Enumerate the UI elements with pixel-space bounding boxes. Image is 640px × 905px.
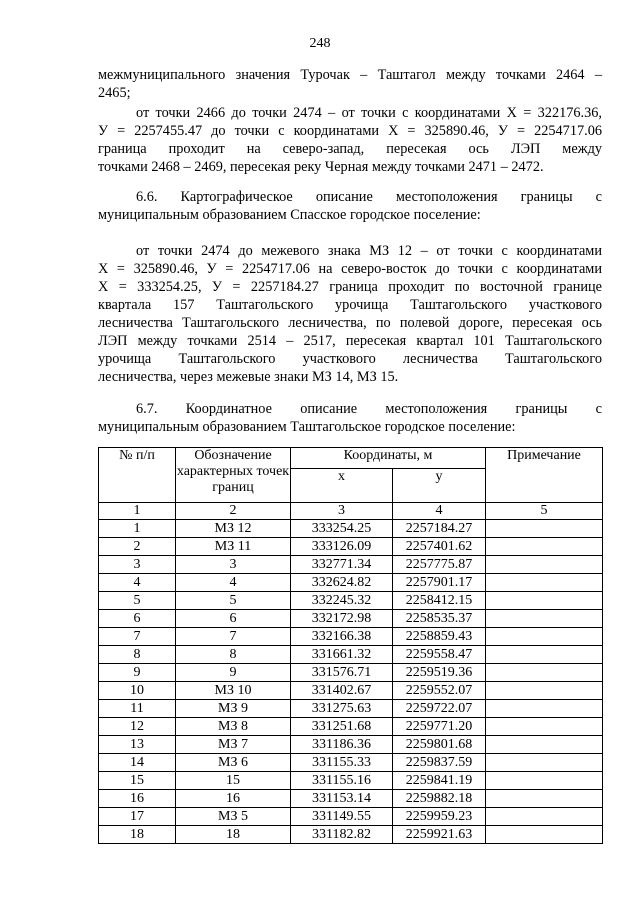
- table-row: [99, 628, 603, 646]
- cell-point: МЗ 7: [176, 736, 291, 754]
- table-row: [99, 682, 603, 700]
- text-line: лесничества Таштагольского лесничества, по полевой дороге, пересекая ось: [98, 315, 602, 331]
- cell-point: 6: [176, 610, 291, 628]
- table-row: [99, 664, 603, 682]
- text-line: ЛЭП между точками 2514 – 2517, пересекая квартал 101 Таштагольского: [98, 333, 602, 349]
- section-heading-6-7: [98, 400, 602, 436]
- header-point-designation: Обозначение характерных точек границ: [176, 448, 291, 503]
- text-line: 6.7. Координатное описание местоположения границы с: [136, 401, 602, 417]
- section-heading-6-6: [98, 188, 602, 224]
- cell-note: [486, 538, 603, 556]
- cell-number: 10: [99, 682, 176, 700]
- cell-y: 2259722.07: [393, 700, 486, 718]
- cell-y: 2259519.36: [393, 664, 486, 682]
- cell-note: [486, 736, 603, 754]
- text-line: от точки 2466 до точки 2474 – от точки с координатами Х = 322176.36,: [136, 105, 602, 121]
- table-row: [99, 574, 603, 592]
- cell-y: 2258859.43: [393, 628, 486, 646]
- cell-number: 5: [99, 592, 176, 610]
- cell-point: 9: [176, 664, 291, 682]
- cell-x: 333126.09: [291, 538, 393, 556]
- cell-x: 331182.82: [291, 826, 393, 844]
- cell-number: 4: [99, 574, 176, 592]
- cell-point: МЗ 11: [176, 538, 291, 556]
- cell-y: 2259837.59: [393, 754, 486, 772]
- cell-y: 2257401.62: [393, 538, 486, 556]
- cell-note: [486, 772, 603, 790]
- cell-number: 15: [99, 772, 176, 790]
- cell-note: [486, 700, 603, 718]
- table-row: [99, 556, 603, 574]
- cell-point: 8: [176, 646, 291, 664]
- paragraph-continuation: [98, 66, 602, 102]
- cell-note: [486, 808, 603, 826]
- header-coordinates: Координаты, м: [291, 448, 486, 469]
- cell-number: 6: [99, 610, 176, 628]
- cell-x: 332771.34: [291, 556, 393, 574]
- cell-x: 331155.33: [291, 754, 393, 772]
- cell-number: 9: [99, 664, 176, 682]
- cell-y: 2259841.19: [393, 772, 486, 790]
- cell-number: 8: [99, 646, 176, 664]
- cell-number: 2: [99, 538, 176, 556]
- table-row: [99, 790, 603, 808]
- table-row: [99, 520, 603, 538]
- header-number: № п/п: [99, 448, 176, 503]
- cell-y: 2259959.23: [393, 808, 486, 826]
- cell-number: 11: [99, 700, 176, 718]
- cell-x: 331186.36: [291, 736, 393, 754]
- cell-y: 2259558.47: [393, 646, 486, 664]
- text-line: лесничества, через межевые знаки МЗ 14, МЗ 15.: [98, 369, 399, 385]
- text-line: 2465;: [98, 85, 131, 101]
- cell-x: 331149.55: [291, 808, 393, 826]
- cell-number: 18: [99, 826, 176, 844]
- cell-point: 15: [176, 772, 291, 790]
- paragraph-segment-2474-mz12: [98, 242, 602, 386]
- text-line: муниципальным образованием Таштагольское городское поселение:: [98, 419, 516, 435]
- cell-x: 331275.63: [291, 700, 393, 718]
- column-number-row: [99, 503, 603, 520]
- header-note: Примечание: [486, 448, 603, 503]
- cell-point: МЗ 5: [176, 808, 291, 826]
- text-line: точками 2468 – 2469, пересекая реку Черная между точками 2471 – 2472.: [98, 159, 544, 175]
- table-row: [99, 826, 603, 844]
- cell-number: 12: [99, 718, 176, 736]
- cell-x: 331155.16: [291, 772, 393, 790]
- cell-point: 7: [176, 628, 291, 646]
- table-row: [99, 646, 603, 664]
- text-line: У = 2257455.47 до точки с координатами Х = 325890.46, У = 2254717.06: [98, 123, 602, 139]
- text-line: Х = 333254.25, У = 2257184.27 граница проходит по восточной границе: [98, 279, 602, 295]
- cell-number: 1: [99, 520, 176, 538]
- cell-point: МЗ 12: [176, 520, 291, 538]
- text-line: муниципальным образованием Спасское городское поселение:: [98, 207, 481, 223]
- cell-y: 2257775.87: [393, 556, 486, 574]
- text-line: Х = 325890.46, У = 2254717.06 на северо-восток до точки с координатами: [98, 261, 602, 277]
- cell-point: МЗ 6: [176, 754, 291, 772]
- column-number: 2: [176, 503, 291, 520]
- cell-point: 16: [176, 790, 291, 808]
- cell-note: [486, 718, 603, 736]
- cell-note: [486, 556, 603, 574]
- cell-number: 16: [99, 790, 176, 808]
- cell-note: [486, 826, 603, 844]
- table-row: [99, 700, 603, 718]
- cell-y: 2258535.37: [393, 610, 486, 628]
- table-row: [99, 610, 603, 628]
- cell-note: [486, 628, 603, 646]
- header-y: y: [393, 469, 486, 503]
- page-number: 248: [309, 36, 331, 51]
- text-line: межмуниципального значения Турочак – Таштагол между точками 2464 –: [98, 67, 602, 83]
- table-row: [99, 772, 603, 790]
- cell-y: 2257184.27: [393, 520, 486, 538]
- column-number: 5: [486, 503, 603, 520]
- cell-number: 17: [99, 808, 176, 826]
- cell-note: [486, 592, 603, 610]
- cell-y: 2259801.68: [393, 736, 486, 754]
- cell-note: [486, 646, 603, 664]
- cell-x: 333254.25: [291, 520, 393, 538]
- table-row: [99, 808, 603, 826]
- cell-x: 332166.38: [291, 628, 393, 646]
- cell-number: 7: [99, 628, 176, 646]
- cell-y: 2257901.17: [393, 574, 486, 592]
- table-row: [99, 754, 603, 772]
- text-line: урочища Таштагольского участкового лесничества Таштагольского: [98, 351, 602, 367]
- cell-y: 2258412.15: [393, 592, 486, 610]
- cell-number: 14: [99, 754, 176, 772]
- cell-x: 331661.32: [291, 646, 393, 664]
- cell-note: [486, 610, 603, 628]
- table-row: [99, 592, 603, 610]
- cell-x: 331251.68: [291, 718, 393, 736]
- cell-point: 5: [176, 592, 291, 610]
- text-line: от точки 2474 до межевого знака МЗ 12 – от точки с координатами: [136, 243, 602, 259]
- table-row: [99, 736, 603, 754]
- cell-y: 2259552.07: [393, 682, 486, 700]
- cell-number: 3: [99, 556, 176, 574]
- cell-x: 331576.71: [291, 664, 393, 682]
- cell-point: 3: [176, 556, 291, 574]
- cell-note: [486, 754, 603, 772]
- table-row: [99, 718, 603, 736]
- cell-x: 331402.67: [291, 682, 393, 700]
- cell-x: 332172.98: [291, 610, 393, 628]
- cell-x: 332624.82: [291, 574, 393, 592]
- cell-note: [486, 682, 603, 700]
- cell-x: 331153.14: [291, 790, 393, 808]
- cell-point: 4: [176, 574, 291, 592]
- cell-point: 18: [176, 826, 291, 844]
- cell-number: 13: [99, 736, 176, 754]
- cell-y: 2259882.18: [393, 790, 486, 808]
- paragraph-segment-2466-2474: [98, 104, 602, 176]
- cell-y: 2259771.20: [393, 718, 486, 736]
- cell-point: МЗ 9: [176, 700, 291, 718]
- header-x: x: [291, 469, 393, 503]
- text-line: граница проходит на северо-запад, пересекая ось ЛЭП между: [98, 141, 602, 157]
- cell-x: 332245.32: [291, 592, 393, 610]
- cell-note: [486, 574, 603, 592]
- cell-note: [486, 664, 603, 682]
- coordinates-table: [98, 447, 603, 844]
- cell-note: [486, 520, 603, 538]
- column-number: 4: [393, 503, 486, 520]
- table-row: [99, 538, 603, 556]
- column-number: 1: [99, 503, 176, 520]
- text-line: квартала 157 Таштагольского урочища Таштагольского участкового: [98, 297, 602, 313]
- cell-point: МЗ 8: [176, 718, 291, 736]
- text-line: 6.6. Картографическое описание местоположения границы с: [136, 189, 602, 205]
- cell-y: 2259921.63: [393, 826, 486, 844]
- cell-note: [486, 790, 603, 808]
- column-number: 3: [291, 503, 393, 520]
- cell-point: МЗ 10: [176, 682, 291, 700]
